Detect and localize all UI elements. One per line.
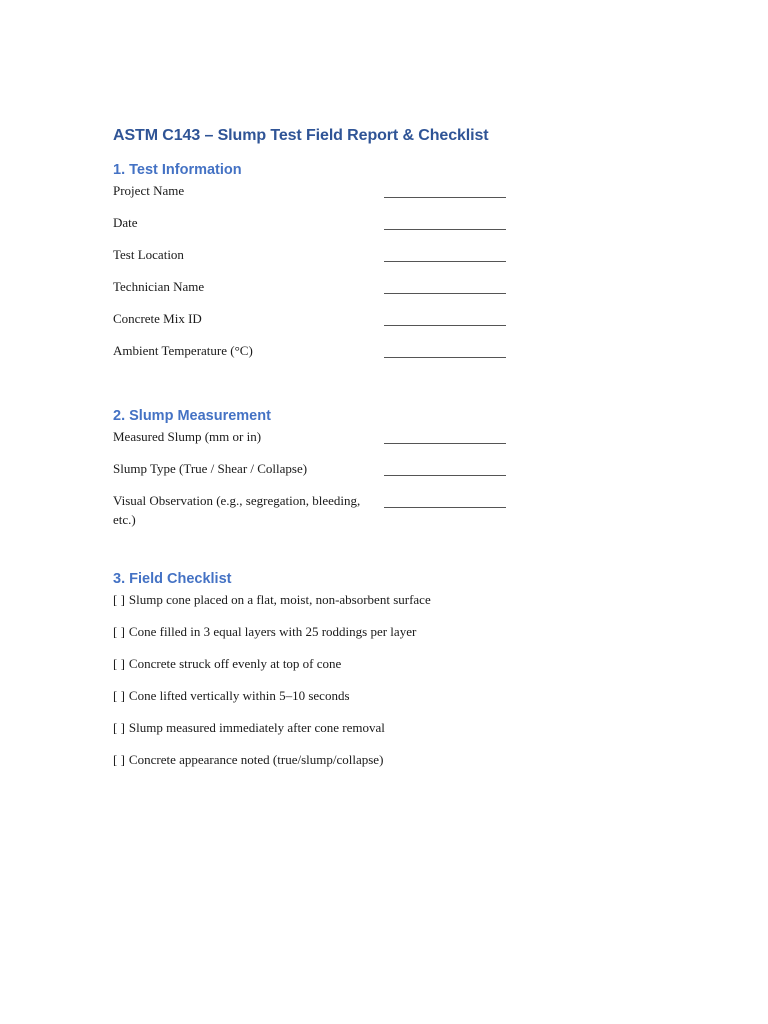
fill-in-blank[interactable] (384, 309, 506, 328)
checkbox-brackets[interactable]: [ ] (113, 592, 125, 607)
field-row-project-name (113, 181, 513, 213)
fill-in-blank[interactable] (384, 459, 506, 478)
field-label: Measured Slump (mm or in) (113, 429, 262, 444)
field-row-measured-slump (113, 427, 513, 459)
checklist-item (113, 654, 513, 673)
field-row-test-location (113, 245, 513, 277)
checkbox-brackets[interactable]: [ ] (113, 720, 125, 735)
checklist-item (113, 750, 513, 769)
checklist-item (113, 622, 513, 641)
section-heading-field-checklist: 3. Field Checklist (113, 571, 232, 587)
fill-in-blank[interactable] (384, 341, 506, 360)
checklist-item (113, 686, 513, 705)
field-label: Visual Observation (e.g., segregation, bleeding, etc.) (113, 493, 361, 527)
field-row-ambient-temperature (113, 341, 513, 360)
field-label: Technician Name (113, 279, 205, 294)
field-label: Test Location (113, 247, 184, 262)
checklist-item-text: Cone filled in 3 equal layers with 25 roddings per layer (128, 624, 417, 639)
checkbox-brackets[interactable]: [ ] (113, 624, 125, 639)
field-label: Date (113, 215, 138, 230)
fill-in-blank[interactable] (384, 491, 506, 510)
checkbox-brackets[interactable]: [ ] (113, 752, 125, 767)
section-heading-test-information: 1. Test Information (113, 162, 242, 178)
checklist-item-text: Concrete appearance noted (true/slump/collapse) (128, 752, 384, 767)
field-row-concrete-mix-id (113, 309, 513, 341)
field-row-date (113, 213, 513, 245)
field-checklist (113, 590, 513, 769)
field-label: Concrete Mix ID (113, 311, 202, 326)
field-row-technician-name (113, 277, 513, 309)
checkbox-brackets[interactable]: [ ] (113, 656, 125, 671)
field-label: Ambient Temperature (°C) (113, 343, 253, 358)
checklist-item-text: Concrete struck off evenly at top of cone (128, 656, 342, 671)
slump-measurement-fields (113, 427, 513, 529)
field-row-visual-observation (113, 491, 513, 529)
checklist-item-text: Slump cone placed on a flat, moist, non-absorbent surface (128, 592, 431, 607)
fill-in-blank[interactable] (384, 427, 506, 446)
document-page (113, 124, 513, 782)
field-label: Project Name (113, 183, 185, 198)
section-heading-slump-measurement: 2. Slump Measurement (113, 408, 271, 424)
fill-in-blank[interactable] (384, 213, 506, 232)
field-label: Slump Type (True / Shear / Collapse) (113, 461, 308, 476)
field-row-slump-type (113, 459, 513, 491)
checkbox-brackets[interactable]: [ ] (113, 688, 125, 703)
checklist-item-text: Slump measured immediately after cone removal (128, 720, 385, 735)
fill-in-blank[interactable] (384, 245, 506, 264)
document-title: ASTM C143 – Slump Test Field Report & Checklist (113, 127, 489, 144)
fill-in-blank[interactable] (384, 277, 506, 296)
checklist-item (113, 590, 513, 609)
checklist-item-text: Cone lifted vertically within 5–10 seconds (128, 688, 350, 703)
fill-in-blank[interactable] (384, 181, 506, 200)
checklist-item (113, 718, 513, 737)
test-information-fields (113, 181, 513, 360)
